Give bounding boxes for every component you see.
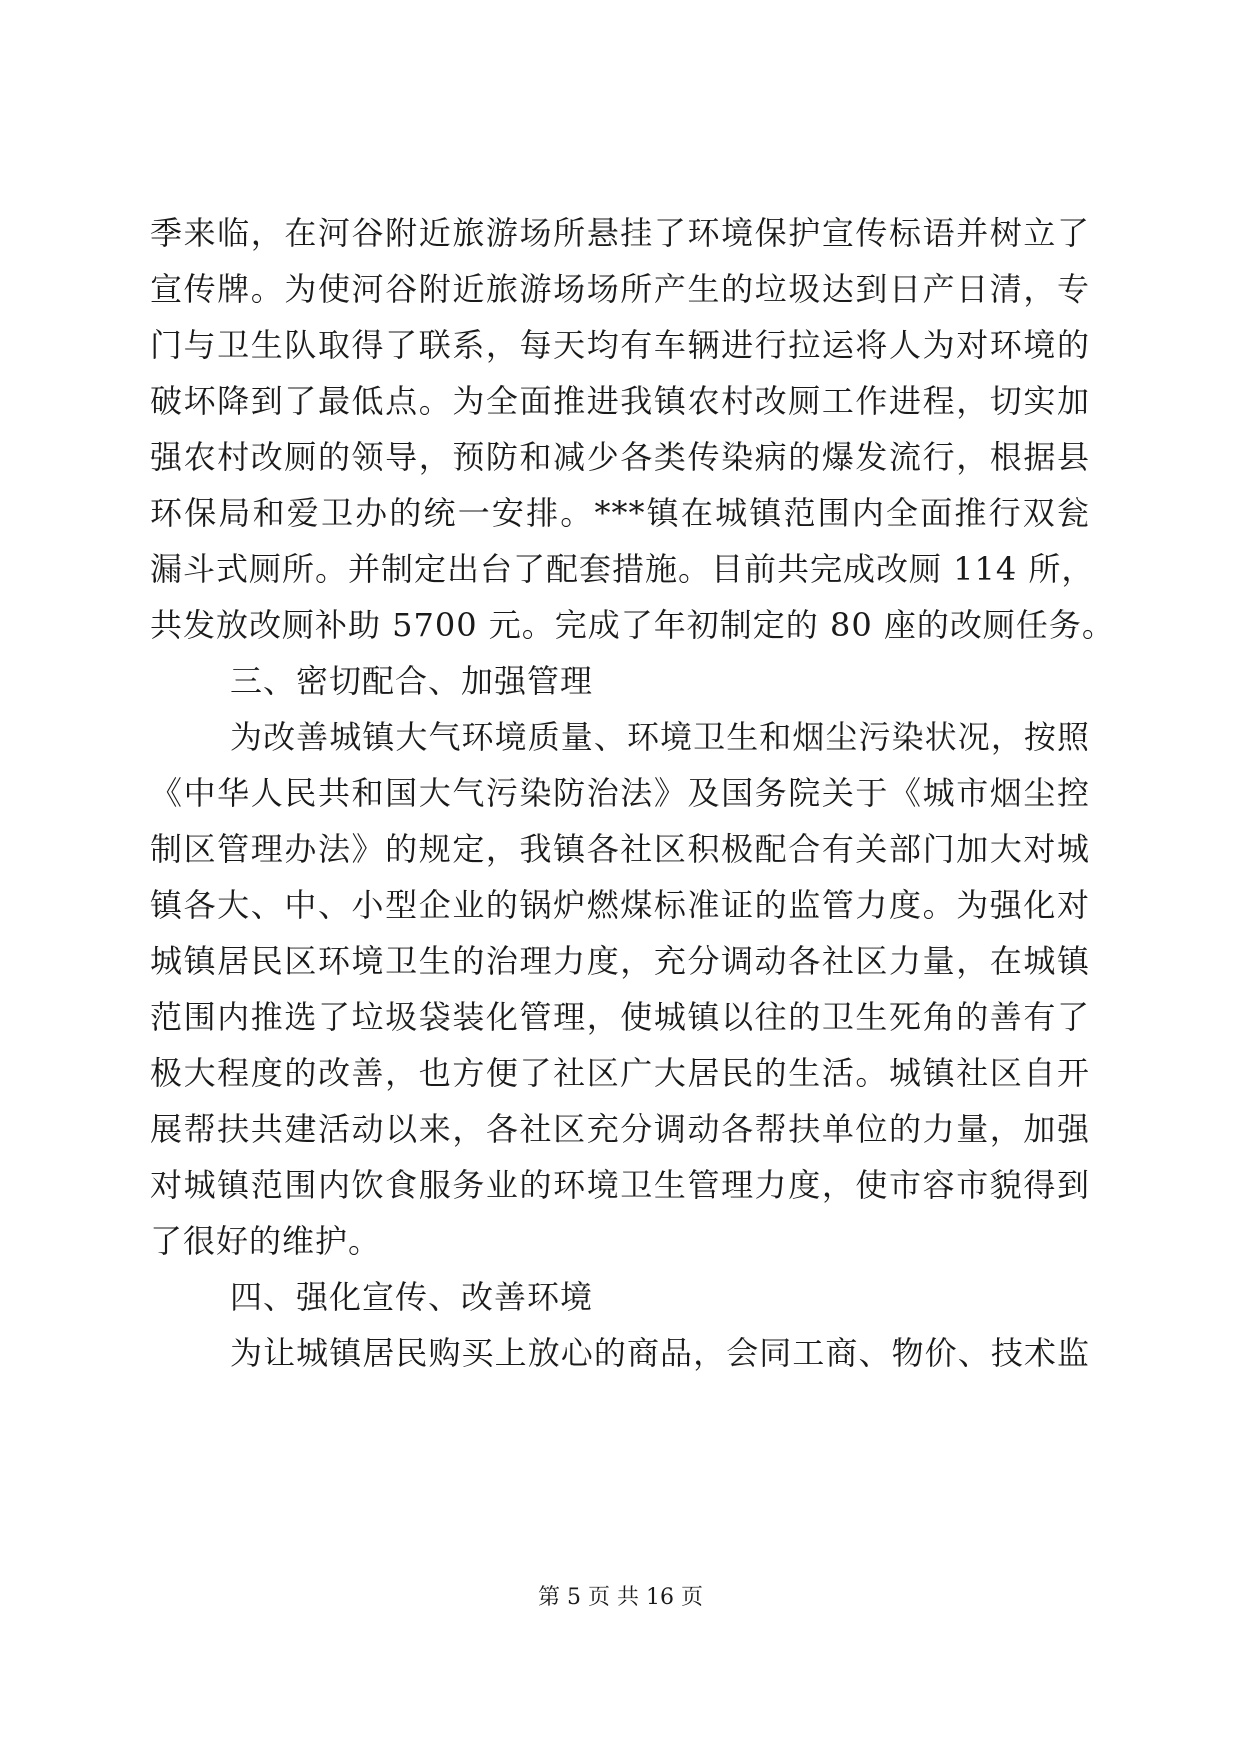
para2-line-9: 对城镇范围内饮食服务业的环境卫生管理力度，使市容市貌得到 [150, 1166, 1090, 1204]
section-heading-3: 三、密切配合、加强管理 [230, 662, 594, 700]
para1-line-4: 破坏降到了最低点。为全面推进我镇农村改厕工作进程，切实加 [150, 382, 1090, 420]
para1-line-2: 宣传牌。为使河谷附近旅游场场所产生的垃圾达到日产日清，专 [150, 270, 1090, 308]
para1-line-1: 季来临，在河谷附近旅游场所悬挂了环境保护宣传标语并树立了 [150, 214, 1090, 252]
para1-line-6: 环保局和爱卫办的统一安排。***镇在城镇范围内全面推行双瓮 [150, 494, 1090, 532]
para2-line-8: 展帮扶共建活动以来，各社区充分调动各帮扶单位的力量，加强 [150, 1110, 1090, 1148]
section-heading-4: 四、强化宣传、改善环境 [230, 1278, 594, 1316]
para2-line-4: 镇各大、中、小型企业的锅炉燃煤标准证的监管力度。为强化对 [150, 886, 1090, 924]
para1-line-5: 强农村改厕的领导，预防和减少各类传染病的爆发流行，根据县 [150, 438, 1090, 476]
para2-line-10: 了很好的维护。 [150, 1222, 382, 1260]
para3-line-1: 为让城镇居民购买上放心的商品，会同工商、物价、技术监 [230, 1334, 1090, 1372]
para1-line-7: 漏斗式厕所。并制定出台了配套措施。目前共完成改厕 114 所， [150, 550, 1095, 588]
para1-line-3: 门与卫生队取得了联系，每天均有车辆进行拉运将人为对环境的 [150, 326, 1090, 364]
para2-line-2: 《中华人民共和国大气污染防治法》及国务院关于《城市烟尘控 [150, 774, 1090, 812]
para2-line-5: 城镇居民区环境卫生的治理力度，充分调动各社区力量，在城镇 [150, 942, 1090, 980]
document-page [150, 0, 1115, 1754]
para2-line-3: 制区管理办法》的规定，我镇各社区积极配合有关部门加大对城 [150, 830, 1090, 868]
para2-line-6: 范围内推选了垃圾袋装化管理，使城镇以往的卫生死角的善有了 [150, 998, 1090, 1036]
page-number-footer: 第 5 页 共 16 页 [538, 1585, 703, 1610]
para2-line-1: 为改善城镇大气环境质量、环境卫生和烟尘污染状况，按照 [230, 718, 1090, 756]
para1-line-8: 共发放改厕补助 5700 元。完成了年初制定的 80 座的改厕任务。 [150, 606, 1115, 644]
para2-line-7: 极大程度的改善，也方便了社区广大居民的生活。城镇社区自开 [150, 1054, 1090, 1092]
